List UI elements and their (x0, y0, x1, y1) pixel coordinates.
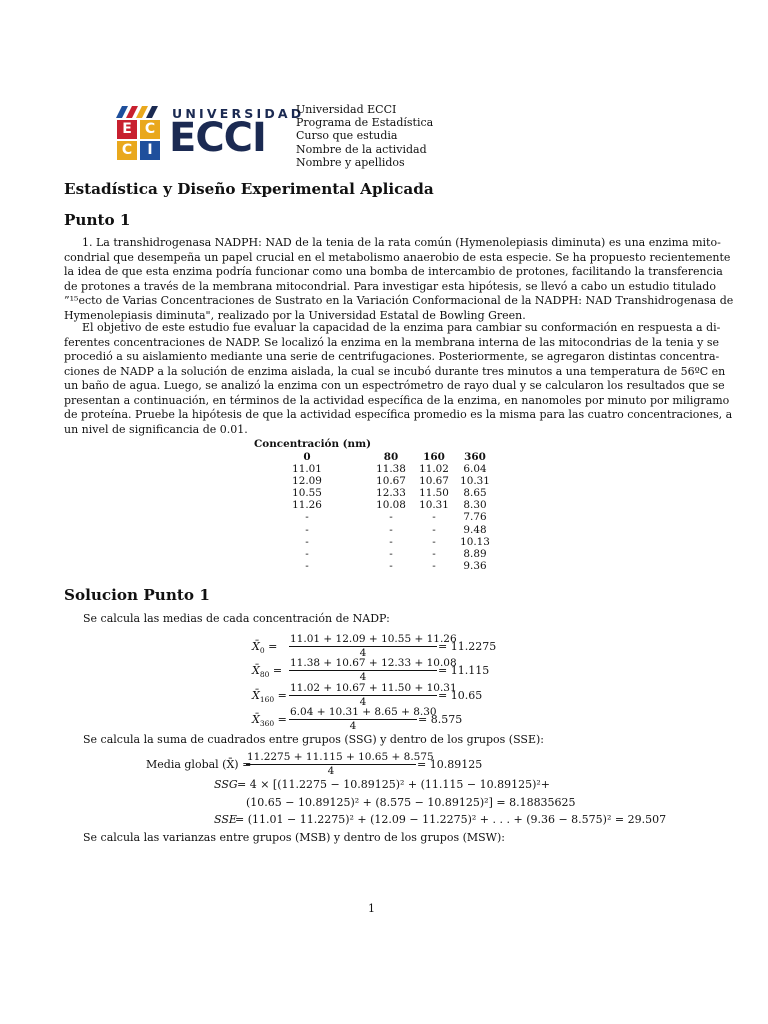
table-cell: - (432, 559, 436, 572)
table-cell: 8.65 (463, 487, 487, 500)
paragraph-line: ferentes concentraciones de NADP. Se localizó la enzima en la membrana interna de las mitocondrias de la tenia y se (64, 335, 719, 349)
header-line: Nombre de la actividad (296, 142, 427, 156)
table-cell: 9.48 (463, 523, 487, 536)
paragraph-line: El objetivo de este estudio fue evaluar la capacidad de la enzima para cambiar su conformación en respuesta a di- (82, 321, 721, 334)
intro-means-text: Se calcula las medias de cada concentración de NADP: (83, 612, 390, 625)
table-cell: - (389, 523, 393, 536)
ssg-equation-line-1: = 4 × [(11.2275 − 10.89125)² + (11.115 − 10.89125)²+ (237, 778, 550, 791)
mean-result: = 11.2275 (438, 640, 497, 653)
paragraph-line: condrial que desempeña un papel crucial en el metabolismo anaerobio de esta especie. Se ha propuesto recientemente (64, 250, 731, 264)
mean-symbol: $X̄_{80}$ = (252, 664, 283, 680)
table-header-cell: 360 (464, 451, 486, 463)
table-cell: - (305, 511, 309, 524)
paragraph-line: procedió a su aislamiento mediante una serie de centrifugaciones. Posteriormente, se agregaron distintas concentra- (64, 350, 720, 363)
table-cell: 10.67 (376, 475, 406, 488)
table-cell: - (432, 535, 436, 548)
table-caption: Concentración (nm) (254, 438, 372, 450)
page-number: 1 (368, 902, 375, 915)
table-cell: 11.38 (376, 463, 406, 475)
table-cell: - (432, 523, 436, 536)
table-cell: - (305, 547, 309, 560)
table-cell: - (432, 547, 436, 560)
table-cell: 11.50 (419, 487, 449, 500)
logo-tile-c2: C (117, 141, 137, 160)
mean-symbol: $X̄_{160}$ = (252, 689, 287, 705)
mean-subscript: 80 (259, 670, 270, 680)
paragraph-line: un baño de agua. Luego, se analizó la enzima con un espectrómetro de rayo dual y se calcularon los resultados que se (64, 379, 725, 392)
table-cell: 11.01 (292, 463, 322, 475)
table-cell: 10.13 (460, 535, 490, 548)
table-cell: - (305, 535, 309, 548)
intro-ss-text: Se calcula la suma de cuadrados entre grupos (SSG) y dentro de los grupos (SSE): (83, 733, 544, 746)
table-cell: 7.76 (463, 511, 487, 524)
paragraph-line: un nivel de significancia de 0.01. (64, 422, 248, 436)
mean-subscript: 360 (259, 719, 275, 729)
mean-subscript: 0 (259, 646, 265, 656)
header-info (296, 103, 433, 169)
table-header-cell: 160 (423, 451, 445, 463)
fraction-denominator: 4 (327, 765, 335, 777)
paragraph-line: presentan a continuación, en términos de la actividad específica de la enzima, en nanomoles por minuto por miligramo (64, 393, 730, 407)
paragraph-line: la idea de que esta enzima podría funcionar como una bomba de intercambio de protones, facilitando la transferencia (64, 265, 723, 278)
document-title: Estadística y Diseño Experimental Aplicada (64, 180, 434, 198)
paragraph-line: ”¹⁵ecto de Varias Concentraciones de Sustrato en la Variación Conformacional de la NADPH: NAD Transhidrogenasa de (64, 294, 734, 307)
table-cell: 11.26 (292, 499, 322, 512)
table-cell: 8.30 (463, 499, 487, 512)
table-cell: - (389, 547, 393, 560)
sse-equation: = (11.01 − 11.2275)² + (12.09 − 11.2275)² + . . . + (9.36 − 8.575)² = 29.507 (235, 813, 667, 826)
mean-fraction (289, 706, 437, 732)
table-cell: - (389, 511, 393, 524)
fraction-denominator: 4 (359, 696, 367, 708)
header-line: Nombre y apellidos (296, 155, 405, 169)
header-line: Curso que estudia (296, 129, 398, 143)
sse-label: SSE (214, 813, 237, 826)
paragraph-line: de protones a través de la membrana mitocondrial. Para investigar esta hipótesis, se llevó a cabo un estudio titulado (64, 279, 716, 293)
mean-result: = 8.575 (418, 713, 463, 726)
table-cell: 9.36 (463, 559, 487, 572)
table-header-cell: 80 (383, 451, 399, 463)
table-cell: - (305, 559, 309, 572)
logo-word-universidad: UNIVERSIDAD (172, 106, 305, 121)
intro-variance-text: Se calcula las varianzas entre grupos (MSB) y dentro de los grupos (MSW): (83, 831, 505, 844)
table-cell: 6.04 (463, 463, 487, 475)
paragraph-line: ciones de NADP a la solución de enzima aislada, la cual se incubó durante tres minutos a una temperatura de 56ºC en (64, 364, 726, 378)
fraction-numerator: 11.38 + 10.67 + 12.33 + 10.08 (290, 657, 457, 669)
logo-stripes-graphic (116, 106, 164, 118)
fraction-denominator: 4 (349, 720, 357, 732)
ssg-equation-line-2: (10.65 − 10.89125)² + (8.575 − 10.89125)²] = 8.18835625 (246, 796, 576, 809)
logo-tile-e: E (117, 120, 137, 139)
global-mean-label: Media global (X̄) = (146, 758, 252, 771)
mean-symbol: $X̄_{360}$ = (252, 713, 287, 729)
header-line: Programa de Estadística (296, 116, 434, 130)
paragraph-line: 1. La transhidrogenasa NADPH: NAD de la tenia de la rata común (Hymenolepiasis diminuta) es una enzima mito- (82, 236, 721, 249)
logo-tile-i: I (140, 141, 160, 160)
mean-result: = 10.65 (438, 689, 483, 702)
university-logo (114, 101, 305, 161)
ssg-label: SSG (214, 778, 238, 791)
header-line: Universidad ECCI (296, 103, 397, 116)
table-cell: 10.31 (419, 499, 449, 512)
table-cell: 10.67 (419, 475, 449, 488)
table-cell: 11.02 (419, 463, 449, 475)
table-header-cell: 0 (303, 451, 311, 463)
table-cell: 12.33 (376, 487, 406, 500)
table-cell: - (432, 511, 436, 524)
mean-result: = 11.115 (438, 664, 490, 677)
fraction-denominator: 4 (359, 671, 367, 683)
table-cell: 10.31 (460, 475, 490, 488)
mean-fraction (289, 682, 457, 708)
fraction-numerator: 11.02 + 10.67 + 11.50 + 10.31 (290, 682, 457, 694)
table-cell: 8.89 (463, 547, 487, 560)
table-cell: 12.09 (292, 475, 322, 488)
table-cell: 10.55 (292, 487, 322, 500)
logo-word-ecci: ECCI (169, 115, 266, 161)
table-cell: - (305, 523, 309, 536)
global-mean-fraction (246, 751, 434, 777)
logo-tile-c1: C (140, 120, 160, 139)
paragraph-problem-intro (64, 236, 734, 323)
section-heading-solucion: Solucion Punto 1 (64, 586, 210, 604)
global-mean-result: = 10.89125 (417, 758, 483, 771)
table-cell: 10.08 (376, 499, 406, 512)
mean-subscript: 160 (259, 695, 275, 705)
mean-symbol: $X̄_0$ = (252, 640, 278, 656)
fraction-numerator: 11.2275 + 11.115 + 10.65 + 8.575 (247, 751, 434, 763)
mean-fraction (289, 657, 457, 683)
fraction-numerator: 6.04 + 10.31 + 8.65 + 8.30 (290, 706, 437, 718)
mean-fraction (289, 633, 457, 659)
section-heading-punto-1: Punto 1 (64, 211, 131, 229)
table-cell: - (389, 559, 393, 572)
paragraph-line: Hymenolepiasis diminuta", realizado por la Universidad Estatal de Bowling Green. (64, 308, 526, 322)
paragraph-line: de proteína. Pruebe la hipótesis de que la actividad específica promedio es la misma para las cuatro concentraciones, a (64, 408, 733, 421)
table-cell: - (389, 535, 393, 548)
fraction-denominator: 4 (359, 647, 367, 659)
fraction-numerator: 11.01 + 12.09 + 10.55 + 11.26 (290, 633, 457, 645)
paragraph-study-objective (64, 321, 733, 437)
